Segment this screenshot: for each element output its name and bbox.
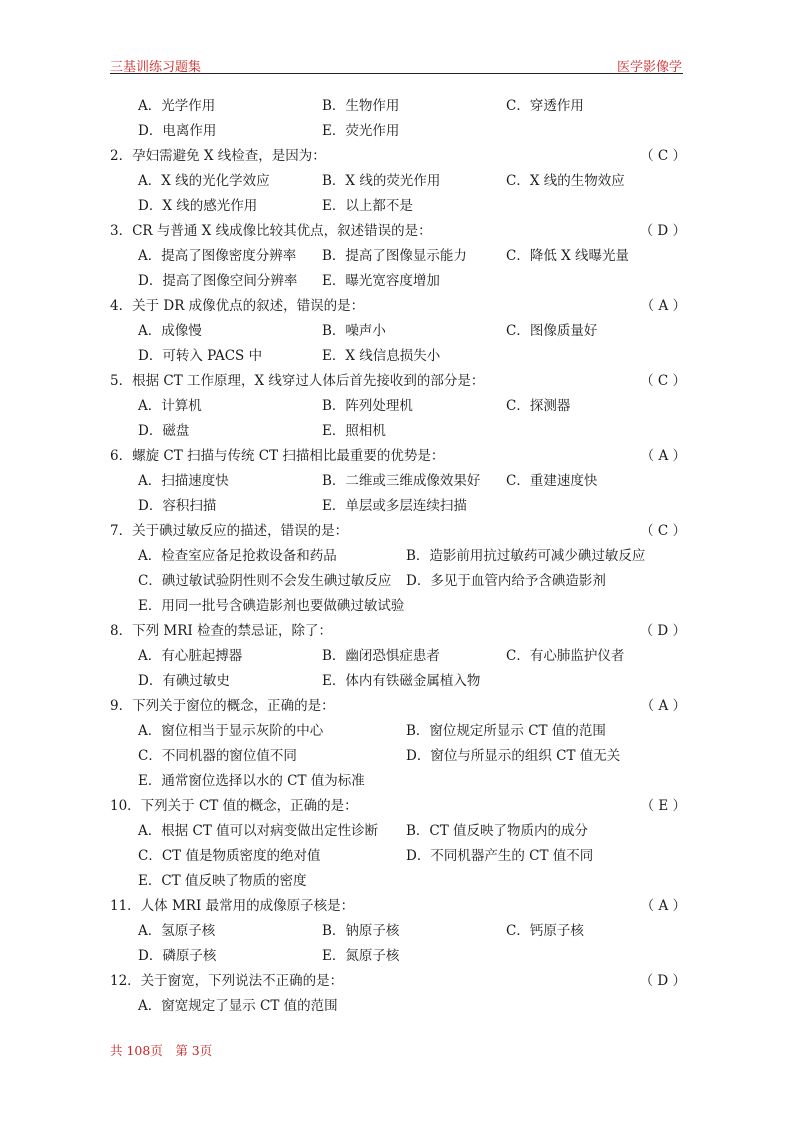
options-line [110,544,688,569]
answer-option: E．曝光宽容度增加 [322,273,440,289]
question-stem: 12．关于窗宽，下列说法不正确的是： [110,973,344,989]
question-list [110,94,688,1019]
answer-option: C．穿透作用 [506,98,584,114]
options-line [110,844,688,869]
options-line [110,919,688,944]
answer-key: （ D ） [639,973,686,989]
answer-option: C．不同机器的窗位值不同 [138,748,297,764]
answer-option: D．多见于血管内给予含碘造影剂 [406,573,606,589]
answer-option: E．氮原子核 [322,948,400,964]
answer-option: E．体内有铁磁金属植入物 [322,673,481,689]
answer-key: （ A ） [640,448,686,464]
answer-option: A．扫描速度快 [138,473,229,489]
options-line [110,394,688,419]
answer-option: B．X 线的荧光作用 [322,173,441,189]
answer-option: C．CT 值是物质密度的绝对值 [138,848,321,864]
options-line [110,119,688,144]
answer-option: E．单层或多层连续扫描 [322,498,467,514]
options-line [110,269,688,294]
answer-option: E．用同一批号含碘造影剂也要做碘过敏试验 [138,598,405,614]
answer-option: B．造影前用抗过敏药可减少碘过敏反应 [406,548,646,564]
answer-option: A．氢原子核 [138,923,216,939]
answer-option: E．通常窗位选择以水的 CT 值为标准 [138,773,365,789]
answer-option: D．磁盘 [138,423,190,439]
answer-option: A．根据 CT 值可以对病变做出定性诊断 [138,823,379,839]
options-line [110,869,688,894]
question-line [110,519,688,544]
answer-option: C．重建速度快 [506,473,598,489]
question-stem: 8．下列 MRI 检查的禁忌证，除了： [110,623,332,639]
answer-option: B．提高了图像显示能力 [322,248,467,264]
answer-option: C．有心肺监护仪者 [506,648,625,664]
answer-key: （ A ） [640,298,686,314]
answer-option: B．钠原子核 [322,923,400,939]
question-stem: 7．关于碘过敏反应的描述，错误的是： [110,523,349,539]
options-line [110,244,688,269]
options-line [110,94,688,119]
options-line [110,569,688,594]
answer-option: D．电离作用 [138,123,217,139]
answer-key: （ A ） [640,698,686,714]
question-stem: 11．人体 MRI 最常用的成像原子核是： [110,898,355,914]
options-line [110,944,688,969]
question-stem: 2．孕妇需避免 X 线检查，是因为： [110,148,326,164]
answer-option: D．有碘过敏史 [138,673,230,689]
answer-option: B．生物作用 [322,98,400,114]
answer-option: A．提高了图像密度分辨率 [138,248,297,264]
question-stem: 10．下列关于 CT 值的概念，正确的是： [110,798,358,814]
question-line [110,894,688,919]
answer-option: D．磷原子核 [138,948,217,964]
options-line [110,594,688,619]
answer-option: C．X 线的生物效应 [506,173,625,189]
options-line [110,494,688,519]
header-title-right: 医学影像学 [616,60,682,75]
answer-key: （ E ） [640,798,686,814]
question-line [110,794,688,819]
options-line [110,994,688,1019]
answer-option: D．不同机器产生的 CT 值不同 [406,848,594,864]
question-stem: 3．CR 与普通 X 线成像比较其优点，叙述错误的是： [110,223,432,239]
answer-option: B．阵列处理机 [322,398,413,414]
answer-option: B．幽闭恐惧症患者 [322,648,440,664]
page-footer: 共 108页 第 3页 [110,1043,213,1058]
options-line [110,669,688,694]
answer-option: B．窗位规定所显示 CT 值的范围 [406,723,606,739]
question-stem: 6．螺旋 CT 扫描与传统 CT 扫描相比最重要的优势是： [110,448,445,464]
answer-option: B．CT 值反映了物质内的成分 [406,823,589,839]
answer-option: D．X 线的感光作用 [138,198,258,214]
options-line [110,719,688,744]
options-line [110,644,688,669]
answer-option: A．X 线的光化学效应 [138,173,270,189]
options-line [110,319,688,344]
answer-key: （ D ） [639,623,686,639]
answer-option: A．成像慢 [138,323,202,339]
options-line [110,344,688,369]
options-line [110,169,688,194]
answer-key: （ C ） [640,373,686,389]
answer-option: A．有心脏起搏器 [138,648,243,664]
answer-option: E．照相机 [322,423,386,439]
question-line [110,144,688,169]
answer-option: A．窗宽规定了显示 CT 值的范围 [138,998,338,1014]
answer-option: E．以上都不是 [322,198,413,214]
options-line [110,819,688,844]
answer-key: （ C ） [640,523,686,539]
answer-option: A．窗位相当于显示灰阶的中心 [138,723,324,739]
question-line [110,619,688,644]
answer-option: C．图像质量好 [506,323,598,339]
question-stem: 4．关于 DR 成像优点的叙述，错误的是： [110,298,365,314]
question-stem: 9．下列关于窗位的概念，正确的是： [110,698,335,714]
question-line [110,219,688,244]
header-title-left: 三基训练习题集 [110,60,202,75]
answer-option: E．荧光作用 [322,123,400,139]
answer-option: E．X 线信息损失小 [322,348,441,364]
header-rule [110,73,683,74]
answer-option: A．计算机 [138,398,202,414]
question-line [110,444,688,469]
options-line [110,194,688,219]
question-line [110,694,688,719]
question-line [110,294,688,319]
answer-option: C．碘过敏试验阴性则不会发生碘过敏反应 [138,573,392,589]
answer-key: （ C ） [640,148,686,164]
answer-option: A．检查室应备足抢救设备和药品 [138,548,337,564]
question-line [110,969,688,994]
answer-option: D．可转入 PACS 中 [138,348,263,364]
answer-option: D．容积扫描 [138,498,217,514]
options-line [110,469,688,494]
options-line [110,744,688,769]
question-line [110,369,688,394]
answer-option: A．光学作用 [138,98,216,114]
question-stem: 5．根据 CT 工作原理，X 线穿过人体后首先接收到的部分是： [110,373,485,389]
answer-option: E．CT 值反映了物质的密度 [138,873,307,889]
answer-option: C．钙原子核 [506,923,584,939]
answer-key: （ D ） [639,223,686,239]
answer-option: D．窗位与所显示的组织 CT 值无关 [406,748,621,764]
answer-option: D．提高了图像空间分辨率 [138,273,298,289]
answer-option: B．噪声小 [322,323,386,339]
answer-option: B．二维或三维成像效果好 [322,473,481,489]
answer-option: C．探测器 [506,398,571,414]
options-line [110,419,688,444]
options-line [110,769,688,794]
answer-option: C．降低 X 线曝光量 [506,248,630,264]
answer-key: （ A ） [640,898,686,914]
